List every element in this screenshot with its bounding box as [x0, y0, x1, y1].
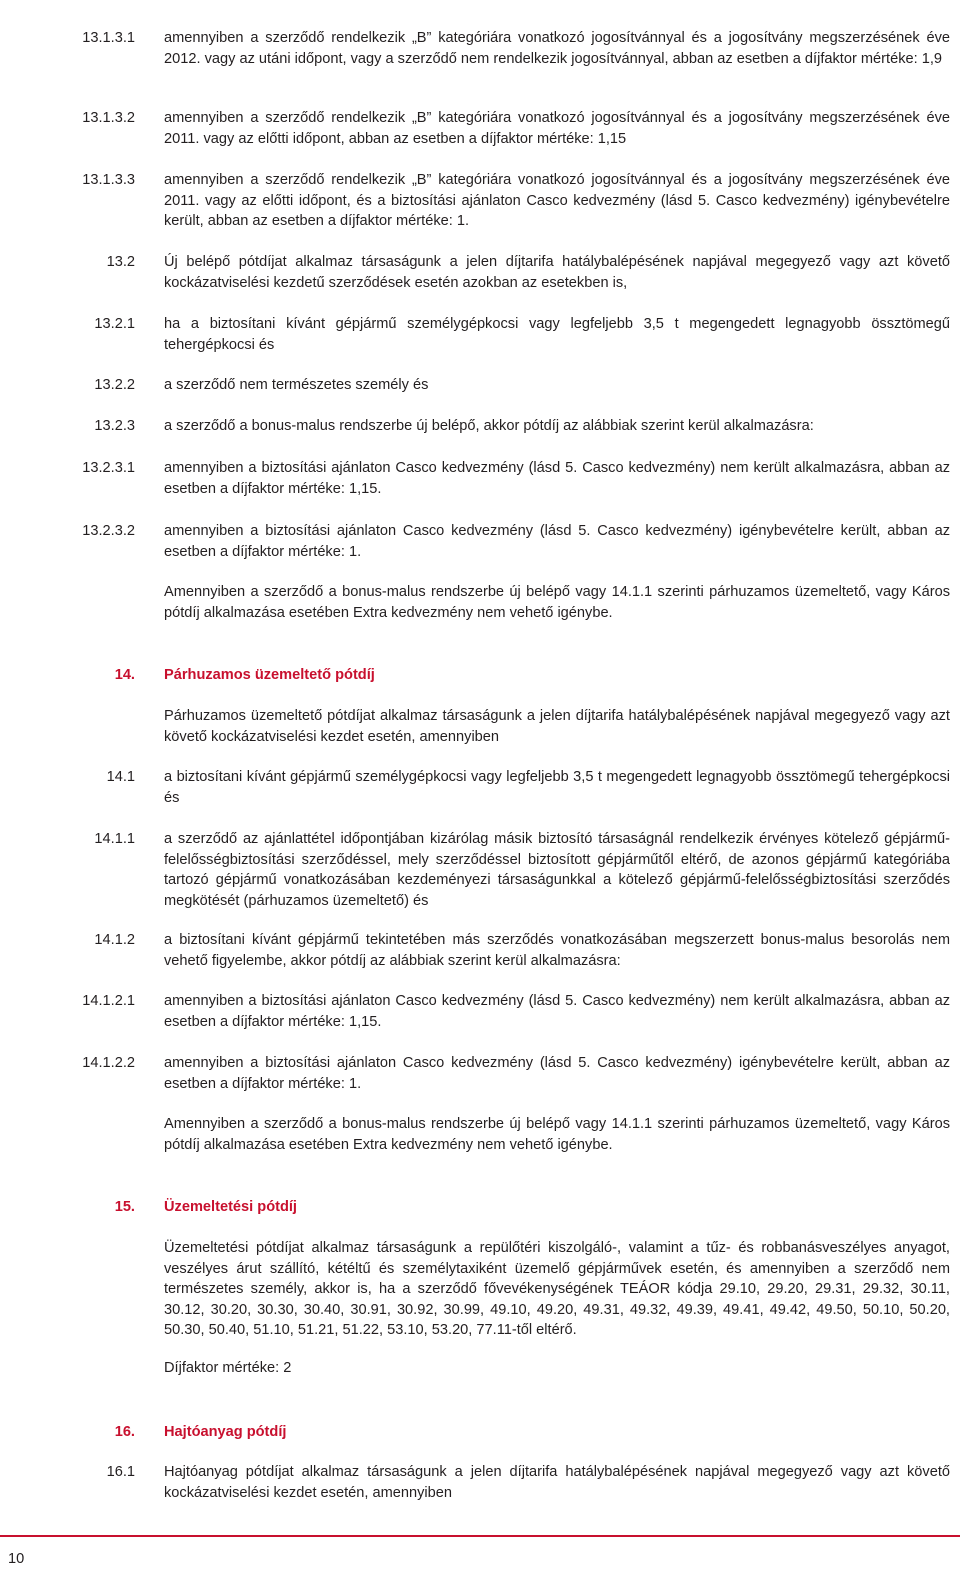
item-text: Amennyiben a szerződő a bonus-malus rendszerbe új belépő vagy 14.1.1 szerinti párhuzamos üzemeltető, vagy Káros pótdíj alkalmazása esetében Extra kedvezmény nem vehető igénybe. — [164, 1116, 950, 1153]
item-number: 14.1.2.2 — [82, 1055, 135, 1071]
item-text: amennyiben a szerződő rendelkezik „B” kategóriára vonatkozó jogosítvánnyal és a jogosítvány megszerzésének éve 2011. vagy az előtti időpont, és a biztosítási ajánlaton Casco kedvezmény (lásd 5. Casco kedvezmény) igénybevételre került, abban az esetben a díjfaktor mértéke: 1. — [164, 172, 950, 229]
item-text: amennyiben a szerződő rendelkezik „B” kategóriára vonatkozó jogosítvánnyal és a jogosítvány megszerzésének éve 2012. vagy az utáni időpont, vagy a szerződő nem rendelkezik jogosítvánnyal, abban az esetben a díjfaktor mértéke: 1,9 — [164, 30, 950, 67]
item-number: 13.2.1 — [94, 316, 135, 332]
heading-text: Hajtóanyag pótdíj — [164, 1424, 287, 1440]
item-text: Új belépő pótdíjat alkalmaz társaságunk a jelen díjtarifa hatálybalépésének napjával megegyező vagy azt követő kockázatviselési kezdetű szerződések esetén azokban az esetekben is, — [164, 254, 950, 291]
item-number: 13.1.3.3 — [82, 172, 135, 188]
item-text: Díjfaktor mértéke: 2 — [164, 1360, 292, 1376]
footer-rule — [0, 1535, 960, 1537]
item-number: 15. — [114, 1199, 135, 1215]
item-number: 14.1.1 — [94, 831, 135, 847]
item-text: amennyiben a biztosítási ajánlaton Casco kedvezmény (lásd 5. Casco kedvezmény) igénybevételre került, abban az esetben a díjfaktor mértéke: 1. — [164, 1055, 950, 1092]
item-number: 13.2.3.2 — [82, 523, 135, 539]
item-number: 13.2.3.1 — [82, 460, 135, 476]
heading-text: Párhuzamos üzemeltető pótdíj — [164, 667, 375, 683]
item-text: amennyiben a szerződő rendelkezik „B” kategóriára vonatkozó jogosítvánnyal és a jogosítvány megszerzésének éve 2011. vagy az előtti időpont, abban az esetben a díjfaktor mértéke: 1,15 — [164, 110, 950, 147]
item-text: Üzemeltetési pótdíjat alkalmaz társaságunk a repülőtéri kiszolgáló-, valamint a tűz- és robbanásveszélyes anyagot, veszélyes árut szállító, kétéltű és személytaxiként üzemelő gépjárművek esetén, és amennyiben a szerződő nem természetes személy, akkor is, ha a szerződő fővevékenységének TEÁOR kódja 29.10, 29.20, 29.31, 29.32, 30.11, 30.12, 30.20, 30.30, 30.40, 30.91, 30.92, 30.99, 49.10, 49.20, 49.31, 49.32, 49.39, 49.41, 49.42, 49.50, 50.10, 50.20, 50.30, 50.40, 51.10, 51.21, 51.22, 53.10, 53.20, 77.11-től eltérő. — [164, 1240, 950, 1338]
item-text: a biztosítani kívánt gépjármű személygépkocsi vagy legfeljebb 3,5 t megengedett legnagyobb össztömegű tehergépkocsi és — [164, 769, 950, 806]
page-number: 10 — [8, 1551, 25, 1567]
item-text: ha a biztosítani kívánt gépjármű személygépkocsi vagy legfeljebb 3,5 t megengedett legnagyobb össztömegű tehergépkocsi és — [164, 316, 950, 353]
item-number: 14.1.2.1 — [82, 993, 135, 1009]
item-text: a szerződő nem természetes személy és — [164, 377, 429, 393]
item-number: 16.1 — [106, 1464, 135, 1480]
item-text: a biztosítani kívánt gépjármű tekintetében más szerződés vonatkozásában megszerzett bonus-malus besorolás nem vehető figyelembe, akkor pótdíj az alábbiak szerint kerül alkalmazásra: — [164, 932, 950, 969]
item-text: a szerződő az ajánlattétel időpontjában kizárólag másik biztosító társaságnál rendelkezik érvényes kötelező gépjármű-felelősségbiztosítási szerződéssel, mely szerződéssel biztosított gépjárműtől eltérő, de azonos gépjármű kategóriába tartozó gépjármű vonatkozásában kezdeményezi társaságunkkal a kötelező gépjármű-felelősségbiztosítási szerződés megkötését (párhuzamos üzemeltető) és — [164, 831, 950, 909]
item-number: 14.1 — [106, 769, 135, 785]
heading-text: Üzemeltetési pótdíj — [164, 1199, 297, 1215]
item-number: 13.2 — [106, 254, 135, 270]
item-number: 13.1.3.2 — [82, 110, 135, 126]
item-number: 13.2.2 — [94, 377, 135, 393]
item-text: Párhuzamos üzemeltető pótdíjat alkalmaz társaságunk a jelen díjtarifa hatálybalépésének napjával megegyező vagy azt követő kockázatviselési kezdet esetén, amennyiben — [164, 708, 950, 745]
item-text: amennyiben a biztosítási ajánlaton Casco kedvezmény (lásd 5. Casco kedvezmény) igénybevételre került, abban az esetben a díjfaktor mértéke: 1. — [164, 523, 950, 560]
item-text: amennyiben a biztosítási ajánlaton Casco kedvezmény (lásd 5. Casco kedvezmény) nem került alkalmazásra, abban az esetben a díjfaktor mértéke: 1,15. — [164, 460, 950, 497]
item-number: 14. — [114, 667, 135, 683]
item-number: 14.1.2 — [94, 932, 135, 948]
item-number: 16. — [114, 1424, 135, 1440]
item-text: Hajtóanyag pótdíjat alkalmaz társaságunk a jelen díjtarifa hatálybalépésének napjával megegyező vagy azt követő kockázatviselési kezdet esetén, amennyiben — [164, 1464, 950, 1501]
item-text: amennyiben a biztosítási ajánlaton Casco kedvezmény (lásd 5. Casco kedvezmény) nem került alkalmazásra, abban az esetben a díjfaktor mértéke: 1,15. — [164, 993, 950, 1030]
item-text: Amennyiben a szerződő a bonus-malus rendszerbe új belépő vagy 14.1.1 szerinti párhuzamos üzemeltető, vagy Káros pótdíj alkalmazása esetében Extra kedvezmény nem vehető igénybe. — [164, 584, 950, 621]
item-text: a szerződő a bonus-malus rendszerbe új belépő, akkor pótdíj az alábbiak szerint kerül alkalmazásra: — [164, 418, 814, 434]
item-number: 13.2.3 — [94, 418, 135, 434]
item-number: 13.1.3.1 — [82, 30, 135, 46]
